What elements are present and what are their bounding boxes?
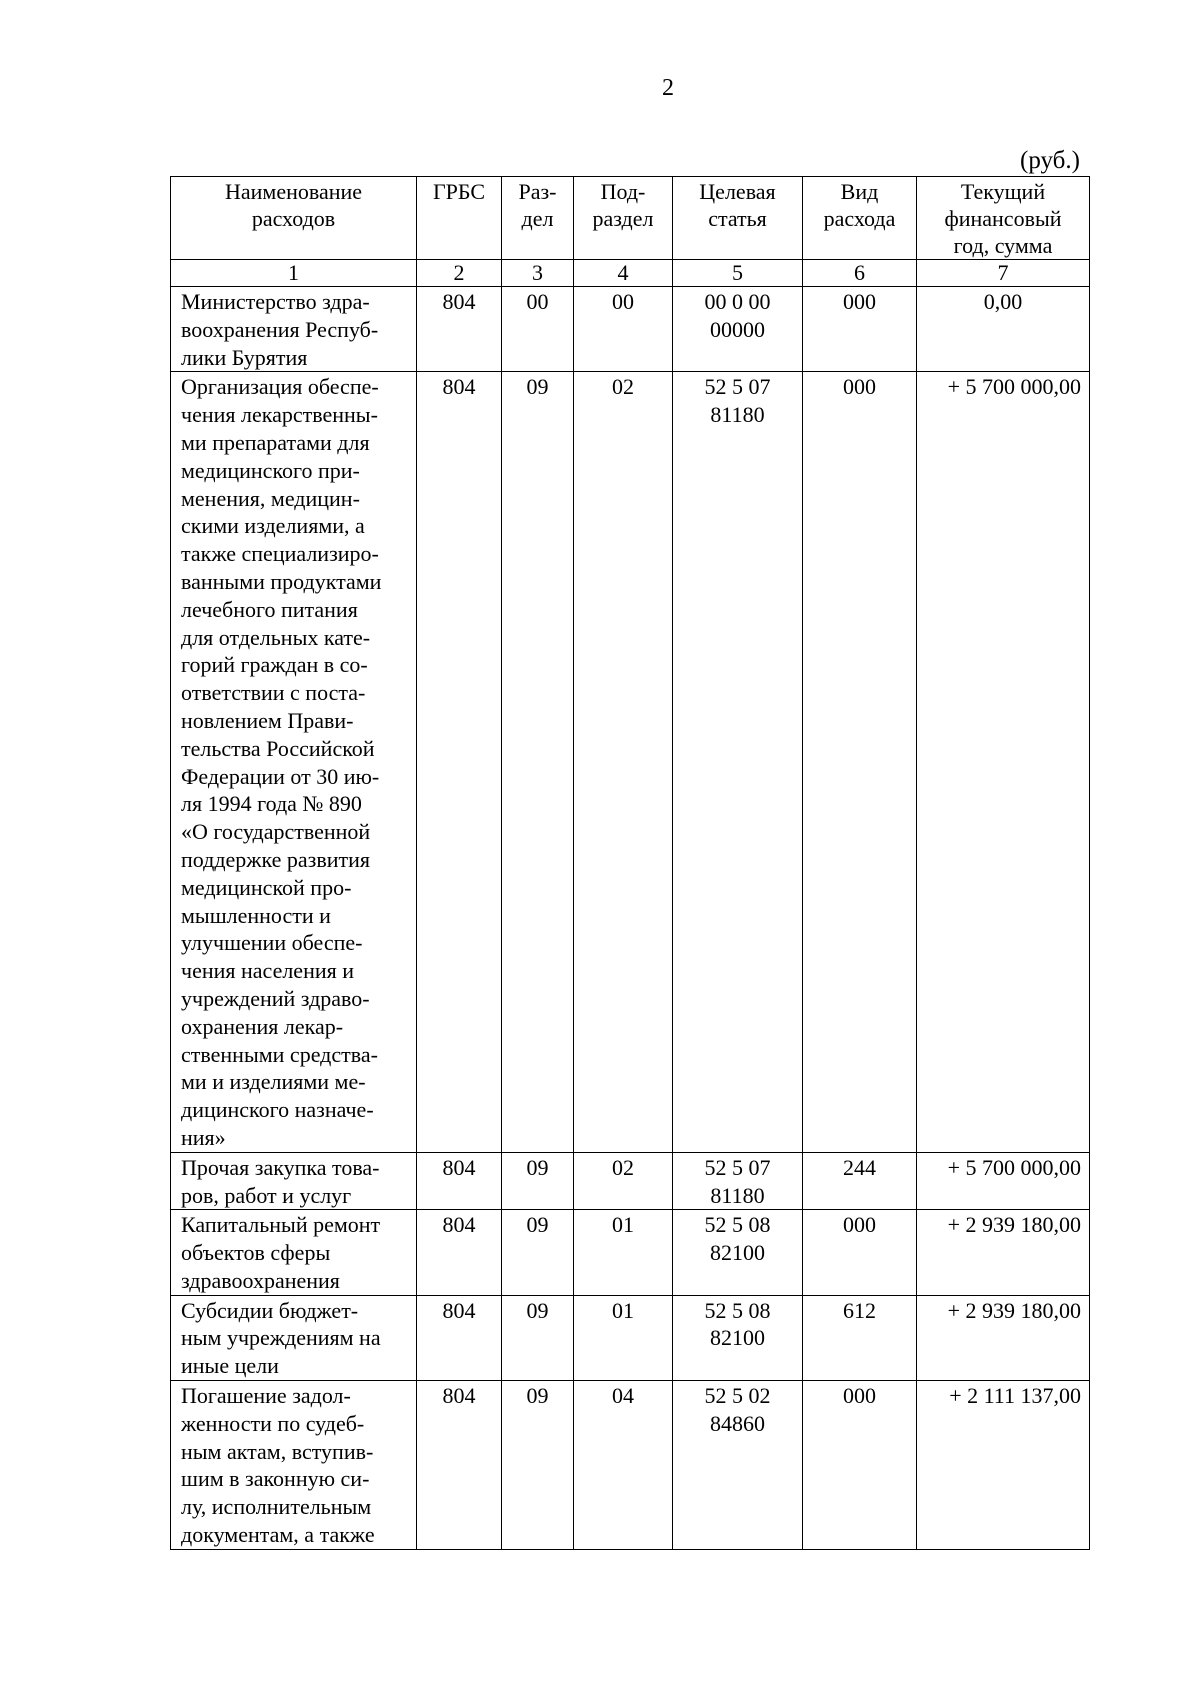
section-cell: 00 — [502, 287, 574, 372]
header-expense-name: Наименование расходов — [171, 177, 417, 260]
expense-name-cell: Капитальный ремонт объектов сферы здравоохранения — [171, 1210, 417, 1295]
header-expense-type: Вид расхода — [803, 177, 917, 260]
header-current-year-sum: Текущий финансовый год, сумма — [917, 177, 1090, 260]
table-row — [171, 1381, 1090, 1550]
header-grbs: ГРБС — [417, 177, 502, 260]
column-number: 3 — [502, 260, 574, 287]
column-number: 2 — [417, 260, 502, 287]
section-cell: 09 — [502, 1295, 574, 1380]
column-numbers-row — [171, 260, 1090, 287]
section-cell: 09 — [502, 1381, 574, 1550]
expense-type-cell: 000 — [803, 287, 917, 372]
sum-cell: 0,00 — [917, 287, 1090, 372]
column-number: 5 — [673, 260, 803, 287]
expense-type-cell: 612 — [803, 1295, 917, 1380]
subsection-cell: 02 — [574, 372, 673, 1152]
grbs-cell: 804 — [417, 1152, 502, 1210]
target-article-cell: 00 0 00 00000 — [673, 287, 803, 372]
table-row — [171, 1152, 1090, 1210]
target-article-cell: 52 5 08 82100 — [673, 1295, 803, 1380]
expense-type-cell: 000 — [803, 1381, 917, 1550]
expense-name-cell: Погашение задол- женности по судеб- ным актам, вступив- шим в законную си- лу, исполнительным документам, а также — [171, 1381, 417, 1550]
table-row — [171, 1210, 1090, 1295]
subsection-cell: 00 — [574, 287, 673, 372]
expense-type-cell: 244 — [803, 1152, 917, 1210]
column-number: 7 — [917, 260, 1090, 287]
header-section: Раз- дел — [502, 177, 574, 260]
section-cell: 09 — [502, 372, 574, 1152]
expenses-table — [170, 176, 1090, 1550]
grbs-cell: 804 — [417, 372, 502, 1152]
target-article-cell: 52 5 07 81180 — [673, 1152, 803, 1210]
header-target-article: Целевая статья — [673, 177, 803, 260]
sum-cell: + 2 939 180,00 — [917, 1210, 1090, 1295]
page-number: 2 — [662, 75, 674, 101]
expense-name-cell: Прочая закупка това- ров, работ и услуг — [171, 1152, 417, 1210]
column-number: 6 — [803, 260, 917, 287]
column-number: 1 — [171, 260, 417, 287]
grbs-cell: 804 — [417, 287, 502, 372]
column-number: 4 — [574, 260, 673, 287]
table-row — [171, 287, 1090, 372]
expense-type-cell: 000 — [803, 372, 917, 1152]
expense-name-cell: Организация обеспе- чения лекарственны- ми препаратами для медицинского при- менения, медицин- скими изделиями, а также специализиро- ванными продуктами лечебного питания для отдельных кате- горий граждан в со- ответствии с поста- новлением Прави- тельства Российской Федерации от 30 ию- ля 1994 года № 890 «О государственной поддержке развития медицинской про- мышленности и улучшении обеспе- чения населения и учреждений здраво- охранения лекар- ственными средства- ми и изделиями ме- дицинского назначе- ния» — [171, 372, 417, 1152]
table-row — [171, 1295, 1090, 1380]
grbs-cell: 804 — [417, 1295, 502, 1380]
target-article-cell: 52 5 02 84860 — [673, 1381, 803, 1550]
sum-cell: + 5 700 000,00 — [917, 1152, 1090, 1210]
section-cell: 09 — [502, 1210, 574, 1295]
expense-name-cell: Министерство здра- воохранения Респуб- лики Бурятия — [171, 287, 417, 372]
target-article-cell: 52 5 07 81180 — [673, 372, 803, 1152]
sum-cell: + 2 939 180,00 — [917, 1295, 1090, 1380]
expense-name-cell: Субсидии бюджет- ным учреждениям на иные цели — [171, 1295, 417, 1380]
subsection-cell: 02 — [574, 1152, 673, 1210]
header-subsection: Под- раздел — [574, 177, 673, 260]
grbs-cell: 804 — [417, 1381, 502, 1550]
currency-unit-label: (руб.) — [1020, 147, 1080, 174]
expense-type-cell: 000 — [803, 1210, 917, 1295]
section-cell: 09 — [502, 1152, 574, 1210]
sum-cell: + 2 111 137,00 — [917, 1381, 1090, 1550]
subsection-cell: 01 — [574, 1210, 673, 1295]
table-row — [171, 372, 1090, 1152]
sum-cell: + 5 700 000,00 — [917, 372, 1090, 1152]
table-header-row — [171, 177, 1090, 260]
target-article-cell: 52 5 08 82100 — [673, 1210, 803, 1295]
subsection-cell: 01 — [574, 1295, 673, 1380]
grbs-cell: 804 — [417, 1210, 502, 1295]
subsection-cell: 04 — [574, 1381, 673, 1550]
